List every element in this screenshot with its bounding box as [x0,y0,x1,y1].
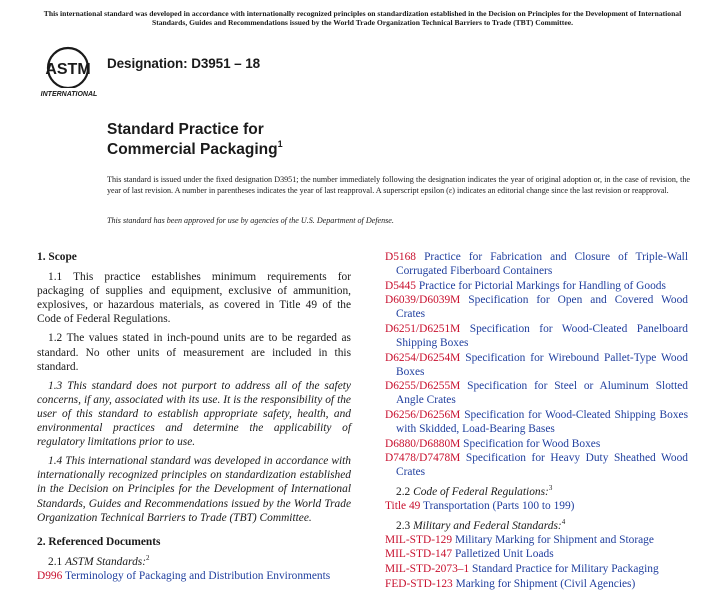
dod-note: This standard has been approved for use by agencies of the U.S. Department of Defense. [107,216,394,225]
scope-1-3: 1.3 This standard does not purport to address all of the safety concerns, if any, associated with its use. It is the responsibility of the user of this standard to establish appropriate safety, health, and environmental practices and determine the applicability of regulatory limitations prior to use. [37,379,351,449]
ref-item[interactable]: MIL-STD-147 Palletized Unit Loads [385,548,554,561]
document-title [107,120,283,160]
astm-logo-icon [38,44,104,100]
scope-heading: 1. Scope [37,251,77,263]
left-column [37,250,351,583]
referenced-heading: 2. Referenced Documents [37,535,161,548]
cfr-label: 2.2 Code of Federal Regulations:$^3$ [396,484,553,498]
title-footnote: 1 [277,139,283,149]
issued-note: This standard is issued under the fixed designation D3951; the number immediately following the designation indicates the year of original adoption or, in the case of revision, the year of last revision. A number in parentheses indicates the year of last reapproval. A superscript epsilon (ε) indicates an editorial change since the last revision or reapproval. [107,175,690,195]
ref-item[interactable]: D6254/D6254M Specification for Wirebound Pallet-Type Wood Boxes [385,351,688,378]
mil-label: 2.3 Military and Federal Standards:$^4$ [396,517,566,532]
ref-item[interactable]: MIL-STD-2073–1 Standard Practice for Military Packaging [385,562,659,575]
ref-item[interactable]: FED-STD-123 Marking for Shipment (Civil Agencies) [385,577,636,590]
ref-item[interactable]: D7478/D7478M Specification for Heavy Duty Sheathed Wood Crates [385,452,688,479]
wto-notice: This international standard was developed in accordance with internationally recognized principles on standardization established in the Decision on Principles for the Development of International Standards, Guides and Recommendations issued by the World Trade Organization Technical Barriers to Trade (TBT) Committee. [43,9,682,27]
ref-item[interactable]: D6251/D6251M Specification for Wood-Cleated Panelboard Shipping Boxes [385,322,688,350]
title-line-1: Standard Practice for [107,121,264,138]
ref-item[interactable]: D996 Terminology of Packaging and Distribution Environments [37,569,331,582]
scope-1-4: 1.4 This international standard was developed in accordance with internationally recognized principles on standardization established in the Decision on Principles for the Development of International Standards, Guides and Recommendations issued by the World Trade Organization Technical Barriers to Trade (TBT) Committee. [37,455,351,524]
ref-item[interactable]: Title 49 Transportation (Parts 100 to 199) [385,500,575,513]
right-column [385,250,688,591]
ref-item[interactable]: D6256/D6256M Specification for Wood-Cleated Shipping Boxes with Skidded, Load-Bearing Bases [385,409,689,436]
logo-sub: INTERNATIONAL [40,91,98,98]
astm-standards-label: 2.1 ASTM Standards:$^2$ [48,553,150,568]
designation: Designation: D3951 – 18 [107,56,261,71]
ref-item[interactable]: D6255/D6255M Specification for Steel or Aluminum Slotted Angle Crates [385,380,688,407]
scope-1-1: 1.1 This practice establishes minimum requirements for packaging of supplies and equipment, exclusive of ammunition, explosives, or hazardous materials, as covered in Title 49 of the Code of Federal Regulations. [37,271,351,326]
title-line-2: Commercial Packaging$^1$ [107,139,283,158]
ref-item[interactable]: MIL-STD-129 Military Marking for Shipment and Storage [385,533,654,546]
ref-item[interactable]: D5168 Practice for Fabrication and Closure of Triple-Wall Corrugated Fiberboard Containers [385,251,688,278]
ref-item[interactable]: D5445 Practice for Pictorial Markings for Handling of Goods [385,279,666,292]
ref-item[interactable]: D6880/D6880M Specification for Wood Boxes [385,437,601,450]
ref-item[interactable]: D6039/D6039M Specification for Open and Covered Wood Crates [385,294,688,321]
astm-logo [38,44,104,100]
logo-letters: ASTM [45,61,91,78]
scope-1-2: 1.2 The values stated in inch-pound units are to be regarded as standard. No other units of measurement are included in this standard. [37,332,351,373]
